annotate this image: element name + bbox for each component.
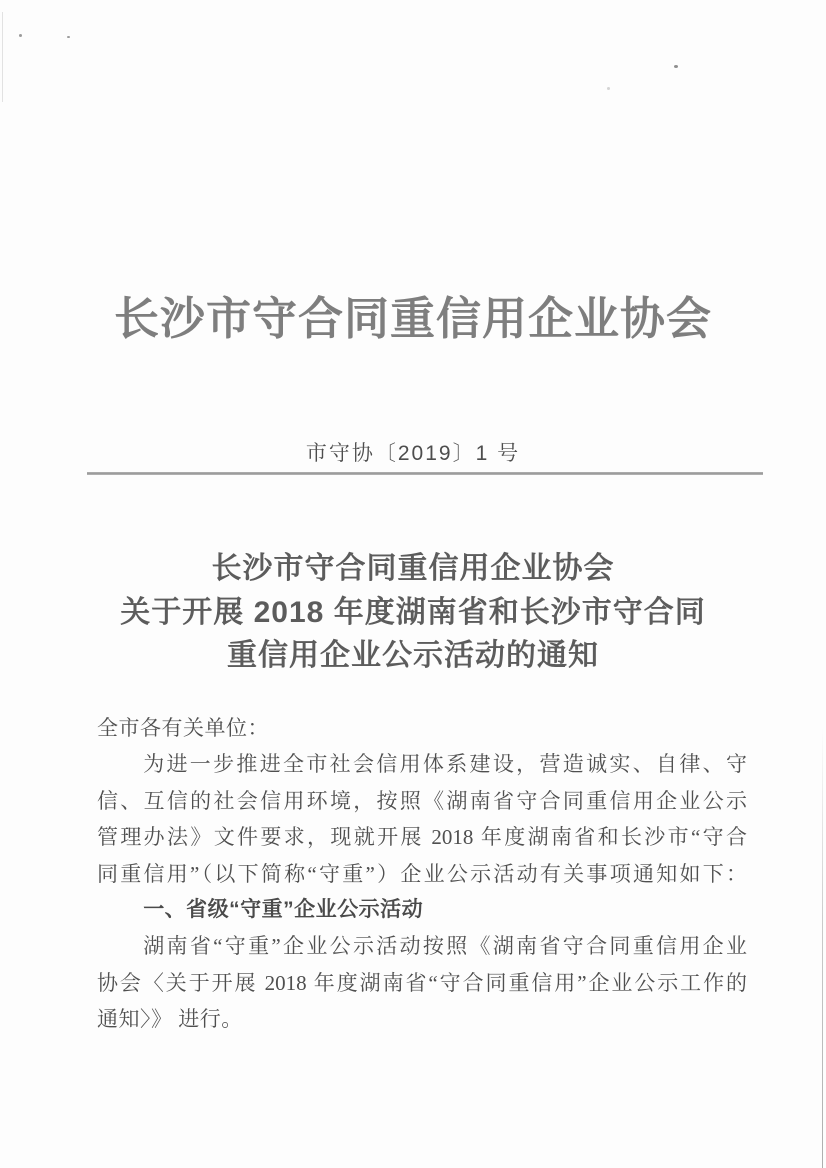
body-line: 全市各有关单位： (97, 716, 269, 740)
body-line: 为进一步推进全市社会信用体系建设，营造诚实、自律、守 (143, 752, 747, 777)
section-heading: 一、省级“守重”企业公示活动 (143, 897, 424, 921)
letterhead-divider-rule (87, 472, 763, 475)
letterhead-org-name: 长沙市守合同重信用企业协会 (113, 293, 712, 344)
body-line: 同重信用”（以下简称“守重”）企业公示活动有关事项通知如下： (97, 861, 747, 886)
notice-title-line-2: 关于开展 2018 年度湖南省和长沙市守合同 (120, 595, 706, 629)
scan-edge-line-right (822, 728, 823, 1168)
notice-title (0, 547, 826, 678)
scan-speck (674, 65, 678, 68)
scan-speck (67, 36, 70, 38)
body-line: 协会〈关于开展 2018 年度湖南省“守合同重信用”企业公示工作的 (97, 970, 747, 995)
document-body (97, 710, 747, 1038)
scan-edge-line-left (2, 12, 3, 102)
body-line: 管理办法》文件要求，现就开展 2018 年度湖南省和长沙市“守合 (97, 825, 747, 850)
body-line: 信、互信的社会信用环境，按照《湖南省守合同重信用企业公示 (97, 788, 747, 813)
notice-title-line-3: 重信用企业公示活动的通知 (227, 639, 599, 672)
body-line: 通知〉》 进行。 (97, 1007, 243, 1032)
notice-title-line-1: 长沙市守合同重信用企业协会 (211, 552, 615, 585)
scan-speck (607, 87, 610, 90)
document-reference-number: 市守协〔2019〕1 号 (305, 442, 521, 465)
body-line: 湖南省“守重”企业公示活动按照《湖南省守合同重信用企业 (143, 934, 747, 959)
scan-speck (19, 34, 22, 37)
